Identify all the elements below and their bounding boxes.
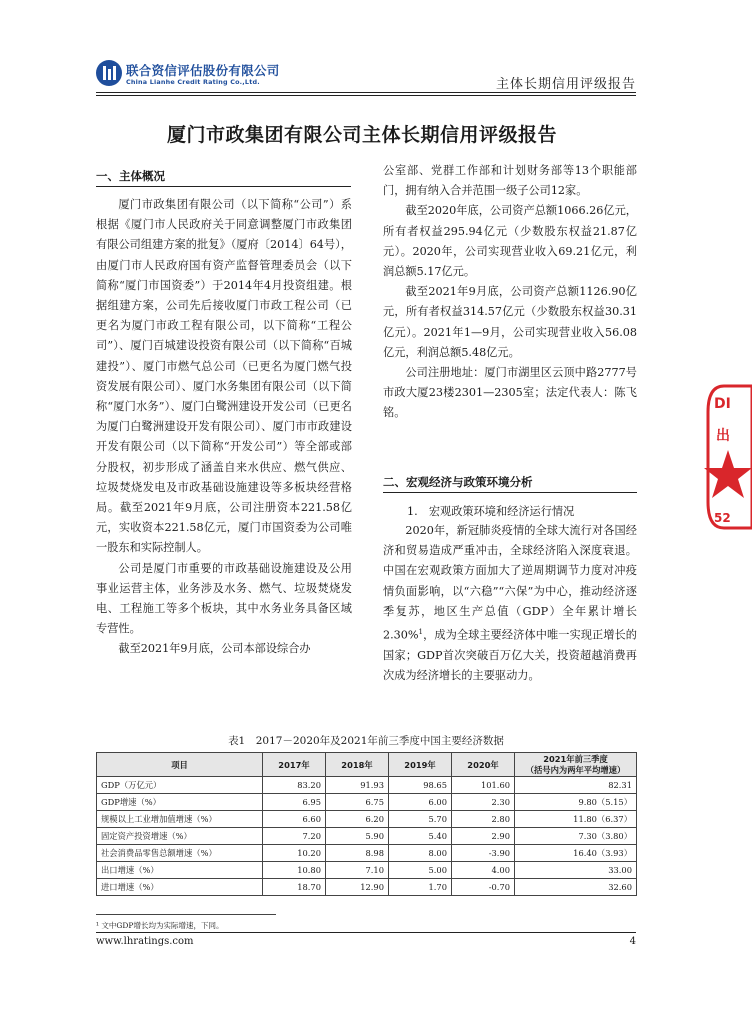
paragraph: 公司注册地址：厦门市湖里区云顶中路2777号市政大厦23楼2301—2305室；法定代表人：陈飞铭。 bbox=[383, 366, 637, 420]
table-cell: 5.70 bbox=[389, 811, 452, 828]
table-header-line: （括号内为两年平均增速） bbox=[525, 764, 626, 775]
table-cell: 12.90 bbox=[326, 879, 389, 896]
table-cell: 32.60 bbox=[515, 879, 637, 896]
table-cell: 18.70 bbox=[263, 879, 326, 896]
table-cell: 6.20 bbox=[326, 811, 389, 828]
table-cell: 6.75 bbox=[326, 794, 389, 811]
table-header: 2020年 bbox=[452, 753, 515, 777]
stamp-text-bottom: 52 bbox=[714, 511, 731, 525]
seal-stamp-icon bbox=[702, 382, 752, 532]
paragraph: 截至2020年底，公司资产总额1066.26亿元，所有者权益295.94亿元（少数股东权益21.87亿元）。2020年，公司实现营业收入69.21亿元，利润总额5.17亿元。 bbox=[383, 204, 637, 279]
table-header: 项目 bbox=[97, 753, 263, 777]
table-row-label: 进口增速（%） bbox=[97, 879, 263, 896]
table-row-label: 出口增速（%） bbox=[97, 862, 263, 879]
table-cell: 98.65 bbox=[389, 777, 452, 794]
table-cell: 5.00 bbox=[389, 862, 452, 879]
table-cell: 16.40（3.93） bbox=[515, 845, 637, 862]
table-row bbox=[97, 811, 637, 828]
table-cell: 101.60 bbox=[452, 777, 515, 794]
table-cell: 33.00 bbox=[515, 862, 637, 879]
table-row-label: 社会消费品零售总额增速（%） bbox=[97, 845, 263, 862]
website-link[interactable]: www.lhratings.com bbox=[96, 936, 194, 947]
table-header-row bbox=[97, 753, 637, 777]
table-cell: 6.00 bbox=[389, 794, 452, 811]
table-row bbox=[97, 862, 637, 879]
table-header: 2017年 bbox=[263, 753, 326, 777]
stamp-text-top: DI bbox=[714, 396, 731, 412]
paragraph: 截至2021年9月底，公司本部设综合办 bbox=[118, 642, 311, 656]
table-cell: 5.40 bbox=[389, 828, 452, 845]
table-cell: 83.20 bbox=[263, 777, 326, 794]
company-logo-icon bbox=[96, 60, 122, 86]
table-header: 2018年 bbox=[326, 753, 389, 777]
header-divider-thin bbox=[96, 95, 636, 96]
footer-divider bbox=[96, 932, 636, 933]
section-1-right-text bbox=[383, 161, 637, 424]
paragraph-part: 2020年，新冠肺炎疫情的全球大流行对各国经济和贸易造成严重冲击，全球经济陷入深度衰退。中国在宏观政策方面加大了逆周期调节力度对冲疫情负面影响，以“六稳”“六保”为中心，推动经济逐季复苏，地区生产总值（GDP）全年累计增长2.30% bbox=[383, 524, 637, 642]
table-row bbox=[97, 879, 637, 896]
table-cell: 91.93 bbox=[326, 777, 389, 794]
table-cell: 2.90 bbox=[452, 828, 515, 845]
table-row bbox=[97, 794, 637, 811]
table-cell: 8.00 bbox=[389, 845, 452, 862]
table-cell: 1.70 bbox=[389, 879, 452, 896]
company-name-cn: 联合资信评估股份有限公司 bbox=[126, 63, 280, 78]
table-cell: 10.80 bbox=[263, 862, 326, 879]
footnote-divider bbox=[96, 914, 276, 915]
table-header: 2019年 bbox=[389, 753, 452, 777]
footnote-ref[interactable]: 1 bbox=[418, 628, 424, 637]
table-header-line: 2021年前三季度 bbox=[543, 753, 608, 764]
header-divider bbox=[96, 92, 636, 93]
page-number: 4 bbox=[629, 936, 636, 947]
section-1-heading: 一、主体概况 bbox=[96, 169, 165, 183]
report-type-label: 主体长期信用评级报告 bbox=[495, 77, 636, 92]
section-1-left-text bbox=[96, 195, 352, 660]
table-row-label: GDP（万亿元） bbox=[97, 777, 263, 794]
table-row-label: GDP增速（%） bbox=[97, 794, 263, 811]
table-row bbox=[97, 777, 637, 794]
paragraph: 截至2021年9月底，公司资产总额1126.90亿元，所有者权益314.57亿元（少数股东权益30.31亿元）。2021年1—9月，公司实现营业收入56.08亿元，利润总额5.48亿元。 bbox=[383, 285, 637, 359]
table-cell: -3.90 bbox=[452, 845, 515, 862]
table-caption: 表1 2017－2020年及2021年前三季度中国主要经济数据 bbox=[228, 735, 504, 747]
table-cell: 7.10 bbox=[326, 862, 389, 879]
table-cell: 4.00 bbox=[452, 862, 515, 879]
footnote: ¹ 文中GDP增长均为实际增速，下同。 bbox=[96, 921, 224, 930]
section-2-rule bbox=[383, 492, 637, 493]
table-cell: 6.60 bbox=[263, 811, 326, 828]
economic-data-table bbox=[96, 752, 637, 896]
paragraph bbox=[383, 521, 637, 686]
table-cell: 7.30（3.80） bbox=[515, 828, 637, 845]
stamp-text-mid: 出 bbox=[716, 428, 730, 444]
subsection-heading: 1. 宏观政策环境和经济运行情况 bbox=[407, 505, 575, 518]
table-cell: 10.20 bbox=[263, 845, 326, 862]
table-cell: 8.98 bbox=[326, 845, 389, 862]
table-cell: 11.80（6.37） bbox=[515, 811, 637, 828]
table-row-label: 规模以上工业增加值增速（%） bbox=[97, 811, 263, 828]
table-cell: 2.80 bbox=[452, 811, 515, 828]
table-row bbox=[97, 845, 637, 862]
table-cell: 9.80（5.15） bbox=[515, 794, 637, 811]
table-cell: -0.70 bbox=[452, 879, 515, 896]
section-1-rule bbox=[96, 186, 351, 187]
paragraph: 厦门市政集团有限公司（以下简称“公司”）系根据《厦门市人民政府关于同意调整厦门市政集团有限公司组建方案的批复》（厦府〔2014〕64号），由厦门市人民政府国有资产监督管理委员会（以下简称“厦门市国资委”）于2014年4月投资组建。根据组建方案，公司先后接收厦门市政工程公司（已更名为厦门市政工程有限公司，以下简称“工程公司”）、厦门百城建设投资有限公司（以下简称“百城建投”）、厦门市燃气总公司（已更名为厦门燃气投资发展有限公司）、厦门水务集团有限公司（以下简称“厦门水务”）、厦门白鹭洲建设开发公司（已更名为厦门白鹭洲建设开发有限公司）、厦门市市政建设开发有限公司（以下简称“开发公司”）等全部或部分股权，初步形成了涵盖自来水供应、燃气供应、垃圾焚烧发电及市政基础设施建设等多板块经营格局。截至2021年9月底，公司注册资本221.58亿元，实收资本221.58亿元，厦门市国资委为公司唯一股东和实际控制人。 bbox=[96, 198, 352, 555]
paragraph-part: ，成为全球主要经济体中唯一实现正增长的国家；GDP首次突破百万亿大关，投资超越消费再次成为经济增长的主要驱动力。 bbox=[383, 628, 637, 683]
section-2-heading: 二、宏观经济与政策环境分析 bbox=[383, 475, 533, 489]
paragraph-continued: 公室部、党群工作部和计划财务部等13个职能部门，拥有纳入合并范围一级子公司12家。 bbox=[383, 164, 637, 198]
table-cell: 7.20 bbox=[263, 828, 326, 845]
table-cell: 5.90 bbox=[326, 828, 389, 845]
table-row-label: 固定资产投资增速（%） bbox=[97, 828, 263, 845]
paragraph: 公司是厦门市重要的市政基础设施建设及公用事业运营主体，业务涉及水务、燃气、垃圾焚烧发电、工程施工等多个板块，其中水务业务具备区域专营性。 bbox=[96, 561, 352, 636]
table-row bbox=[97, 828, 637, 845]
page-title: 厦门市政集团有限公司主体长期信用评级报告 bbox=[166, 124, 557, 146]
company-name-en: China Lianhe Credit Rating Co.,Ltd. bbox=[126, 78, 260, 86]
section-2-text bbox=[383, 521, 637, 686]
table-cell: 2.30 bbox=[452, 794, 515, 811]
table-header bbox=[515, 753, 637, 777]
table-cell: 6.95 bbox=[263, 794, 326, 811]
table-cell: 82.31 bbox=[515, 777, 637, 794]
